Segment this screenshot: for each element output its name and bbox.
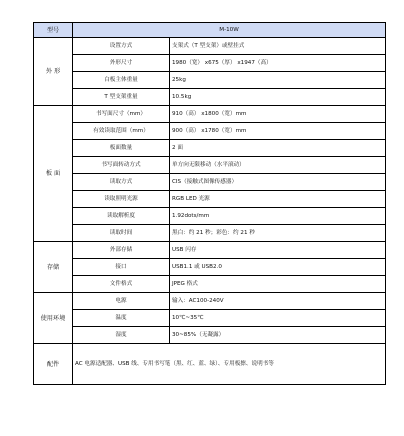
spec-row xyxy=(34,310,386,327)
spec-label: 读取解析度 xyxy=(73,208,170,225)
spec-value: 25kg xyxy=(170,72,386,89)
accessories-value: AC 电源适配器、USB 线、专用书写笔（黑、红、蓝、绿）、专用板擦、说明书等 xyxy=(73,344,386,385)
spec-row xyxy=(34,259,386,276)
spec-value: 10℃~35℃ xyxy=(170,310,386,327)
spec-row xyxy=(34,276,386,293)
header-model-label: 型号 xyxy=(34,23,73,38)
spec-value: 900（高） x1780（宽）mm xyxy=(170,123,386,140)
spec-value: 1.92dots/mm xyxy=(170,208,386,225)
spec-table xyxy=(33,22,386,385)
spec-label: 有效读取范围（mm） xyxy=(73,123,170,140)
spec-row xyxy=(34,72,386,89)
spec-label: 读取照明光源 xyxy=(73,191,170,208)
spec-row xyxy=(34,208,386,225)
section-label: 配件 xyxy=(34,344,73,385)
spec-value: 910（高） x1800（宽）mm xyxy=(170,106,386,123)
spec-label: 文件格式 xyxy=(73,276,170,293)
spec-label: T 型支架重量 xyxy=(73,89,170,106)
spec-value: 30~85%（无凝露） xyxy=(170,327,386,344)
spec-row xyxy=(34,174,386,191)
header-row xyxy=(34,23,386,38)
spec-row xyxy=(34,38,386,55)
header-model-value: M-10W xyxy=(73,23,386,38)
spec-label: 湿度 xyxy=(73,327,170,344)
spec-row xyxy=(34,157,386,174)
section-label: 板 面 xyxy=(34,106,73,242)
spec-value: 2 面 xyxy=(170,140,386,157)
spec-label: 书写面转动方式 xyxy=(73,157,170,174)
section-row xyxy=(34,344,386,385)
spec-label: 接口 xyxy=(73,259,170,276)
spec-value: CIS（接触式图像传感器） xyxy=(170,174,386,191)
spec-value: 1980（宽） x675（厚） x1947（高） xyxy=(170,55,386,72)
spec-row xyxy=(34,293,386,310)
spec-row xyxy=(34,89,386,106)
spec-row xyxy=(34,140,386,157)
spec-row xyxy=(34,123,386,140)
spec-row xyxy=(34,327,386,344)
spec-label: 温度 xyxy=(73,310,170,327)
spec-label: 电源 xyxy=(73,293,170,310)
spec-value: 10.5kg xyxy=(170,89,386,106)
spec-row xyxy=(34,106,386,123)
spec-value: 单方向无限移动（水平滚动） xyxy=(170,157,386,174)
spec-value: 支架式（T 型支架）或壁挂式 xyxy=(170,38,386,55)
spec-row xyxy=(34,191,386,208)
spec-row xyxy=(34,55,386,72)
spec-value: 输入：AC100-240V xyxy=(170,293,386,310)
spec-value: USB1.1 或 USB2.0 xyxy=(170,259,386,276)
spec-label: 读取方式 xyxy=(73,174,170,191)
spec-value: RGB LED 光源 xyxy=(170,191,386,208)
section-label: 存储 xyxy=(34,242,73,293)
spec-value: 黑白：约 21 秒；彩色：约 21 秒 xyxy=(170,225,386,242)
spec-label: 板面数量 xyxy=(73,140,170,157)
spec-label: 书写面尺寸（mm） xyxy=(73,106,170,123)
spec-row xyxy=(34,225,386,242)
spec-label: 外形尺寸 xyxy=(73,55,170,72)
section-label: 外 形 xyxy=(34,38,73,106)
section-label: 使用环境 xyxy=(34,293,73,344)
spec-value: JPEG 格式 xyxy=(170,276,386,293)
spec-label: 白板主体重量 xyxy=(73,72,170,89)
spec-row xyxy=(34,242,386,259)
spec-label: 外部存储 xyxy=(73,242,170,259)
spec-label: 读取时间 xyxy=(73,225,170,242)
spec-table-body xyxy=(34,23,386,385)
spec-value: USB 闪存 xyxy=(170,242,386,259)
spec-label: 设置方式 xyxy=(73,38,170,55)
